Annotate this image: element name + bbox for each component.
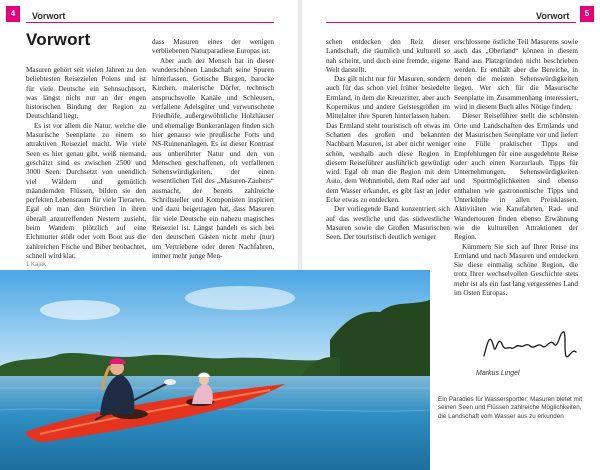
paragraph: erschlossene östliche Teil Masurens sowie auch das „Oberland“ können in diesem Band aus Platzgründen nicht beschrieben werden. Er enthält aber die Bereiche, in denen die meisten Sehenswürdigkeiten liegen. Wer sich für die Masurische Seenplatte im Zusammenhang interessiert, wird in diesem Buch alles Nötige finden. <box>454 38 578 112</box>
photo-label: 1 Kajak <box>26 262 47 268</box>
paragraph: Masuren gehört seit vielen Jahren zu den beliebtesten Reisezielen Polens und ist für viele Deutsche ein Sehnsuchtsort, was längst nicht nur an der engen historischen Bindung der Region zu Deutschland liegt. <box>26 66 146 121</box>
header-rule-left <box>26 22 274 23</box>
page-number-right: 5 <box>580 6 594 22</box>
paragraph: Kümmern Sie sich auf Ihrer Reise ins Ermland und nach Masuren und entdecken Sie diese einmalig schöne Region, die trotz Ihrer wechselvollen Geschichte stets mehr ist als ein fast lang vergessenes Land im Osten Europas. <box>454 242 578 298</box>
text-column-3 <box>326 38 450 243</box>
page-number-left: 4 <box>6 6 20 22</box>
paragraph: schen entdecken den Reiz dieser Landschaft, die räumlich und kulturell so nah scheint, und doch eine fremde, eigene Welt darstellt. <box>326 38 450 74</box>
text-column-1 <box>26 66 146 261</box>
running-head-right: Vorwort <box>536 11 570 21</box>
signature <box>480 322 580 371</box>
header-rule-right <box>326 22 576 23</box>
paragraph: Das gilt nicht nur für Masuren, sondern auch für das schon viel früher besiedelte Ermland, in dem die Kreuzritter, aber auch Kopernikus und andere Geistesgrößen im Mittelalter ihre Spuren hinterlassen haben. Das Ermland steht touristisch oft etwas im Schatten des großen und bekannten Nachbarn Masuren, ist aber nicht weniger schön, weshalb auch diese Region in diesem Reiseführer ausführlich gewürdigt wird. Egal ob man die Region mit dem Auto, dem Wohnmobil, dem Rad oder auf dem Wasser erkundet, es gibt fast an jeder Ecke etwas zu entdecken. <box>326 75 450 205</box>
author-name: Markus Lingel <box>476 370 520 377</box>
text-column-4 <box>454 38 578 298</box>
running-head-left: Vorwort <box>32 11 66 21</box>
text-column-2 <box>152 38 274 261</box>
kayak-photo-illustration <box>0 270 430 470</box>
handwritten-signature-icon <box>480 322 580 366</box>
page-title: Vorwort <box>26 30 91 49</box>
photo-caption: Ein Paradies für Wassersportler: Masuren bietet mit seinen Seen und Flüssen zahlreiche Möglichkeiten, die Landschaft vom Wasser aus zu erkunden <box>438 396 582 420</box>
paragraph: Es ist vor allem die Natur, welche die Masurische Seenplatte zu einem so attraktiven Reiseziel macht. Wie viele Seen es hier genau gibt, weiß niemand, geschätzt sind es zwischen 2500 und 3000 Seen. Durchsetzt von unendlich viel Wäldern und gemütlich mäandernden Flüssen, bilden sie den perfekten Lebensraum für viele Tierarten. Egal ob man den Störchen in ihren überall anzutreffenden Nestern zusieht, beim Wandern plötzlich auf eine Elchmutter stößt oder vom Boot aus die zahlreichen Fische und Biber beobachtet, schnell wird klar, <box>26 121 146 260</box>
paragraph: dass Masuren eines der wenigen verbliebenen Naturparadiese Europas ist. <box>152 38 274 56</box>
kayak-photo <box>0 270 430 470</box>
paragraph: Der vorliegende Band konzentriert sich auf das westliche und das südwestliche Masuren sowie die Großen Masurischen Seen. Der touristisch deutlich weniger <box>326 205 450 242</box>
paragraph: Dieser Reiseführer stellt die schönsten Orte und Landschaften des Ermlands und der Masurischen Seenplatte vor und liefert eine Fülle praktischer Tipps und Empfehlungen für eine ausgedehnte Reise oder auch einen Kurzurlaub. Tipps für Unternehmungen, Sehenswürdigkeiten und Sportmöglichkeiten sind ebenso enthalten wie gastronomische Tipps und Unterkünfte in allen Preisklassen. Aktivitäten wie Kanufahrten, Rad- und Wandertouren finden ebenso Erwähnung wie die kulturellen Attraktionen der Region. <box>454 112 578 242</box>
paragraph: Aber auch der Mensch hat in dieser wunderschönen Landschaft seine Spuren hinterlassen. Gotische Burgen, barocke Kirchen, malerische Dörfer, technisch anspruchsvolle Kanäle und Schleusen, verfallene Adelsgüter und verwunschene Friedhöfe, außergewöhnliche Holzhäuser und ehemalige Bunkeranlagen finden sich hier genauso wie preußische Forts und NS-Ruinenanlagen. Es ist dieser Kontrast aus unberührter Natur und den von Menschen geschaffenen, oft verfallenen Sehenswürdigkeiten, der einen wesentlichen Teil des „Masuren-Zaubers“ ausmacht, der bereits zahlreiche Schriftsteller und Komponisten inspiriert und dazu beigetragen hat, dass Masuren für viele Deutsche ein nahezu magisches Reiseziel ist. Längst handelt es sich bei den deutschen Gästen nicht mehr (nur) um Vertriebene oder deren Nachfahren, immer mehr junge Men- <box>152 56 274 260</box>
